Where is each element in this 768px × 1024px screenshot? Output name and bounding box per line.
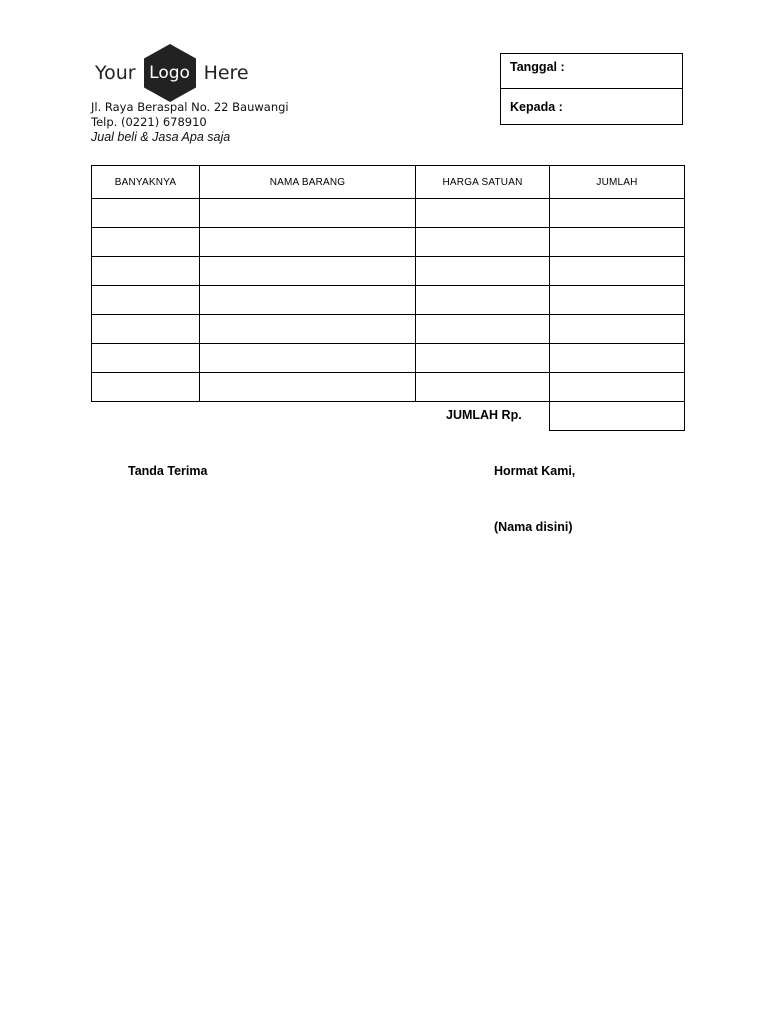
table-row bbox=[92, 286, 685, 315]
company-phone: Telp. (0221) 678910 bbox=[91, 115, 207, 129]
unit-price-cell[interactable] bbox=[416, 315, 550, 344]
column-header-item-name: NAMA BARANG bbox=[200, 166, 416, 199]
item-name-cell[interactable] bbox=[200, 199, 416, 228]
unit-price-cell[interactable] bbox=[416, 228, 550, 257]
unit-price-cell[interactable] bbox=[416, 199, 550, 228]
amount-cell[interactable] bbox=[550, 344, 685, 373]
unit-price-cell[interactable] bbox=[416, 257, 550, 286]
amount-cell[interactable] bbox=[550, 257, 685, 286]
company-address: Jl. Raya Beraspal No. 22 Bauwangi bbox=[91, 100, 289, 114]
total-amount-field[interactable] bbox=[549, 401, 685, 431]
table-row bbox=[92, 257, 685, 286]
item-name-cell[interactable] bbox=[200, 344, 416, 373]
logo-hexagon bbox=[144, 44, 196, 102]
quantity-cell[interactable] bbox=[92, 315, 200, 344]
column-header-unit-price: HARGA SATUAN bbox=[416, 166, 550, 199]
amount-cell[interactable] bbox=[550, 199, 685, 228]
item-name-cell[interactable] bbox=[200, 257, 416, 286]
quantity-cell[interactable] bbox=[92, 199, 200, 228]
item-name-cell[interactable] bbox=[200, 315, 416, 344]
column-header-amount: JUMLAH bbox=[550, 166, 685, 199]
company-tagline: Jual beli & Jasa Apa saja bbox=[91, 130, 231, 144]
quantity-cell[interactable] bbox=[92, 373, 200, 402]
logo-text-center: Logo bbox=[149, 63, 190, 83]
amount-cell[interactable] bbox=[550, 373, 685, 402]
unit-price-cell[interactable] bbox=[416, 373, 550, 402]
recipient-label: Kepada : bbox=[510, 100, 563, 114]
unit-price-cell[interactable] bbox=[416, 344, 550, 373]
table-header-row bbox=[92, 166, 685, 199]
logo-text-left: Your bbox=[95, 62, 136, 84]
quantity-cell[interactable] bbox=[92, 344, 200, 373]
quantity-cell[interactable] bbox=[92, 286, 200, 315]
quantity-cell[interactable] bbox=[92, 228, 200, 257]
amount-cell[interactable] bbox=[550, 228, 685, 257]
invoice-meta-box bbox=[500, 53, 683, 125]
quantity-cell[interactable] bbox=[92, 257, 200, 286]
recipient-field[interactable] bbox=[501, 89, 682, 124]
table-row bbox=[92, 199, 685, 228]
items-table bbox=[91, 165, 685, 402]
amount-cell[interactable] bbox=[550, 315, 685, 344]
table-row bbox=[92, 315, 685, 344]
amount-cell[interactable] bbox=[550, 286, 685, 315]
date-field[interactable] bbox=[501, 54, 682, 89]
item-name-cell[interactable] bbox=[200, 286, 416, 315]
sender-signature-label: Hormat Kami, bbox=[494, 464, 576, 478]
table-row bbox=[92, 228, 685, 257]
company-logo bbox=[95, 44, 249, 102]
sender-name: (Nama disini) bbox=[494, 520, 573, 534]
receiver-signature-label: Tanda Terima bbox=[128, 464, 208, 478]
logo-text-right: Here bbox=[203, 62, 249, 84]
unit-price-cell[interactable] bbox=[416, 286, 550, 315]
table-row bbox=[92, 344, 685, 373]
date-label: Tanggal : bbox=[510, 60, 565, 74]
total-label: JUMLAH Rp. bbox=[446, 408, 522, 422]
item-name-cell[interactable] bbox=[200, 373, 416, 402]
item-name-cell[interactable] bbox=[200, 228, 416, 257]
table-row bbox=[92, 373, 685, 402]
column-header-quantity: BANYAKNYA bbox=[92, 166, 200, 199]
